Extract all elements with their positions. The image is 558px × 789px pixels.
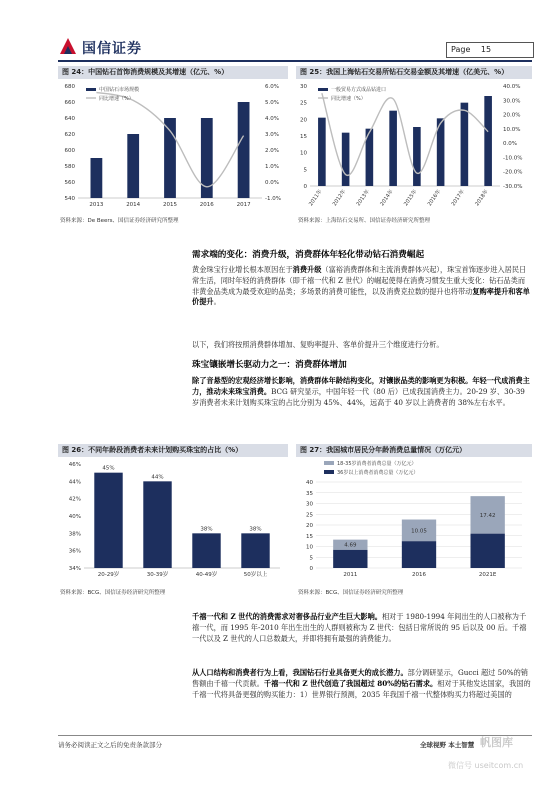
x-tick-label: 2016 [199,202,214,208]
y2-tick-label: 3.0% [265,132,279,138]
bar [192,533,220,568]
y2-tick-label: -10.0% [503,155,523,162]
y2-tick-label: -1.0% [265,196,281,202]
y-tick-label: 15 [300,134,307,140]
legend-bar-label: 一般贸易方式成品钻进口 [331,87,387,93]
y-tick-label: 42% [68,496,81,503]
watermark-logo: 帆图库 [480,736,513,749]
y-tick-label: 15 [306,533,313,540]
legend-swatch-36plus [324,470,334,474]
y-tick-label: 10 [306,544,313,551]
x-tick-label: 2018年 [474,188,490,208]
x-tick-label: 2013 [89,202,104,208]
y2-tick-label: 5.0% [265,100,279,106]
y2-tick-label: 1.0% [265,164,279,170]
data-label: 44% [151,474,164,481]
p3-bold: 除了音悬型的宏观经济增长影响，消费群体年龄结构变化，对镶嵌品类的影响更为积极。年轻一代成消费主力，推动未来珠宝消费。 [192,376,530,396]
paragraph-growth-potential [192,668,532,700]
x-tick-label: 2016年 [426,188,443,208]
y2-tick-label: 6.0% [265,84,279,90]
bar [127,134,139,198]
y-tick-label: 40 [306,480,313,486]
y2-tick-label: 40.0% [503,84,521,90]
legend-bar-swatch [86,88,96,91]
x-tick-label: 2013年 [355,188,372,208]
legend-line-label: 同比增速（%） [331,96,366,102]
y-tick-label: 20 [306,523,313,529]
p1-bold-a: 消费升级 [292,265,322,274]
y2-tick-label: 0.0% [265,180,279,186]
fig27-title: 图 27：我国城市居民分年龄消费总量情况（万亿元） [296,444,532,457]
x-tick-label: 2014 [126,202,141,208]
x-tick-label: 2014年 [379,188,395,208]
paragraph-three-dimensions: 以下，我们将按照消费群体增加、复购率提升、客单价提升三个维度进行分析。 [192,340,444,349]
x-tick-label: 40-49岁 [195,572,218,578]
fig27-source: 资料来源：BCG、国信证券经济研究所整理 [298,590,404,596]
data-label: 45% [102,465,115,472]
p1-bold-b: 复购率提升和客单价提升 [192,286,530,307]
y-tick-label: 38% [68,531,81,538]
y-tick-label: 34% [68,566,81,572]
fig24-chart [58,80,288,212]
x-tick-label: 20-29岁 [97,572,120,578]
p1-text-b: （富裕消费群体和主流消费群体兴起），珠宝首饰逐步进入居民日常生活，同时年轻的消费群体（即千禧一代和 Z 世代）的崛起使得在消费习惯发生重大变化：钻石品类而非黄金品类成为最受欢迎的品类；多场景的消费可能性，以及消费克拉数的提升也将带动 [192,265,527,296]
p5-text-a: 部分调研显示，Gucci 超过 50%的销售额由千禧一代贡献。 [192,668,528,688]
y2-tick-label: 0.0% [503,141,517,148]
y-tick-label: 30 [306,501,313,508]
fig26-chart [58,458,288,582]
x-tick-label: 2017年 [450,188,467,208]
watermark-text: 微信号 useitcom.cn [448,761,524,770]
fig25-chart [296,80,532,212]
fig24-title: 图 24：中国钻石首饰消费规模及其增速（亿元、%） [58,66,288,79]
y-tick-label: 600 [64,148,75,154]
y-tick-label: 680 [64,84,75,90]
fig26-title: 图 26：不同年龄段消费者未来计划购买珠宝的占比（%） [58,444,288,457]
footer-disclaimer: 请务必阅读正文之后的免责条款部分 [58,741,162,749]
bar [318,118,326,186]
legend-bar-swatch [318,88,328,91]
fig25-source: 资料来源：上海钻石交易所、国信证券经济研究所整理 [298,218,431,224]
y-tick-label: 620 [64,132,75,138]
data-label: 17.42 [479,512,496,519]
y-tick-label: 40% [68,514,81,520]
section-heading-demand: 需求端的变化：消费升级，消费群体年轻化带动钻石消费崛起 [192,250,425,260]
section-heading-driver: 珠宝镶嵌增长驱动力之一：消费群体增加 [192,360,347,370]
bar [241,533,269,568]
bar [484,96,492,186]
bar [389,111,397,186]
y-tick-label: 30 [300,84,307,90]
bar [342,133,350,186]
fig25-title: 图 25：我国上海钻石交易所钻石交易金额及其增速（亿美元、%） [296,66,532,79]
y2-tick-label: 4.0% [265,116,279,122]
y-tick-label: 20 [300,117,307,124]
stack-bar-36plus [402,541,436,568]
x-tick-label: 30-39岁 [146,572,169,578]
legend-swatch-18-35 [324,461,334,465]
fig26-source: 资料来源：BCG、国信证券经济研究所整理 [60,590,166,596]
page-number-box [446,42,534,58]
y-tick-label: 660 [64,100,75,106]
stack-bar-36plus [471,534,505,568]
legend-line-label: 同比增速（%） [99,96,134,102]
header-rule [58,60,532,62]
y-tick-label: 0 [303,184,307,190]
x-tick-label: 2012年 [331,188,348,208]
p3-text: BCG 研究显示，中国年轻一代（80 后）已成我国消费主力。20-29 岁、30-39 岁消费者未来计划购买珠宝的占比分别为 45%、44%，远高于 40 岁以上消费者的 38%左右水平。 [192,386,525,407]
footer-slogan: 全球视野 本土智慧 [420,741,475,749]
x-tick-label: 2015年 [403,188,419,208]
p4-bold: 千禧一代和 Z 世代的消费需求对奢侈品行业产生巨大影响。 [192,612,382,621]
p1-text-c: 。 [213,297,221,307]
paragraph-millennials [192,612,532,644]
data-label: 4.69 [344,542,357,549]
y-tick-label: 25 [306,512,313,519]
y-tick-label: 540 [64,196,75,202]
guosen-logo-icon [58,36,78,56]
p5-bold-a: 从人口结构和消费者行为上看，我国钻石行业具备更大的成长潜力。 [192,668,408,677]
company-name: 国信证券 [82,41,142,57]
data-label: 38% [249,526,262,533]
x-tick-label: 50岁以上 [243,572,268,578]
p5-text-b: 相对于其他发达国家，我国的千禧一代将具备更强的购买能力：1）世界银行预测，2035 年我国千禧一代整体购买力将超过美国的 [192,678,531,699]
footer-rule [58,735,532,736]
x-tick-label: 2015 [163,202,177,208]
y-tick-label: 36% [68,548,81,555]
y2-tick-label: 10.0% [503,126,521,133]
page-label: Page [451,45,471,54]
p1-text-a: 黄金珠宝行业增长根本原因在于 [192,265,293,274]
y2-tick-label: -20.0% [503,169,523,176]
x-tick-label: 2011年 [308,188,324,208]
y2-tick-label: -30.0% [503,184,523,190]
bar [91,158,103,198]
data-label: 10.05 [411,528,427,535]
y-tick-label: 580 [64,164,75,170]
y-tick-label: 46% [68,462,81,468]
y2-tick-label: 20.0% [503,112,521,119]
p4-text: 相对于 1980-1994 年间出生的人口被称为千禧一代，而 1995 年-2010 年出生出生的人群则被称为 Z 世代：包括日常所说的 95 后以及 00 后。千禧一代以及 Z 世代的人口总数最大，并即将拥有最强的消费能力。 [192,612,527,643]
fig24-source: 资料来源：De Beers、国信证券经济研究所整理 [60,218,179,224]
x-tick-label: 2011 [343,572,358,578]
bar [238,102,250,198]
y-tick-label: 25 [300,100,307,107]
y-tick-label: 5 [309,555,313,562]
y-tick-label: 640 [64,116,75,122]
bar [143,481,171,568]
legend-label-36plus: 36岁以上消费者消费总量（万亿元） [337,470,419,476]
paragraph-consumption-upgrade [192,265,532,308]
legend-bar-label: 中国钻石市场规模 [99,87,140,93]
page-number: 15 [480,45,492,54]
stack-bar-36plus [333,550,367,568]
y2-tick-label: 2.0% [265,148,279,154]
p5-bold-b: 千禧一代和 Z 世代创造了我国超过 80%的钻石需求。 [263,678,438,688]
x-tick-label: 2017 [236,202,251,208]
data-label: 38% [200,526,213,533]
y-tick-label: 10 [300,150,307,157]
y-tick-label: 35 [306,490,313,497]
y-tick-label: 0 [309,566,313,572]
bar [461,103,469,186]
y2-tick-label: 30.0% [503,98,521,105]
fig27-chart [296,458,532,582]
y-tick-label: 44% [68,479,81,486]
bar [413,127,421,186]
y-tick-label: 560 [64,180,75,186]
paragraph-young-generation [192,376,532,408]
x-tick-label: 2016 [412,572,426,578]
y-tick-label: 5 [303,167,307,174]
legend-label-18-35: 18-35岁消费者消费总量（万亿元） [337,461,417,467]
bar [94,473,122,568]
x-tick-label: 2021E [478,572,497,578]
